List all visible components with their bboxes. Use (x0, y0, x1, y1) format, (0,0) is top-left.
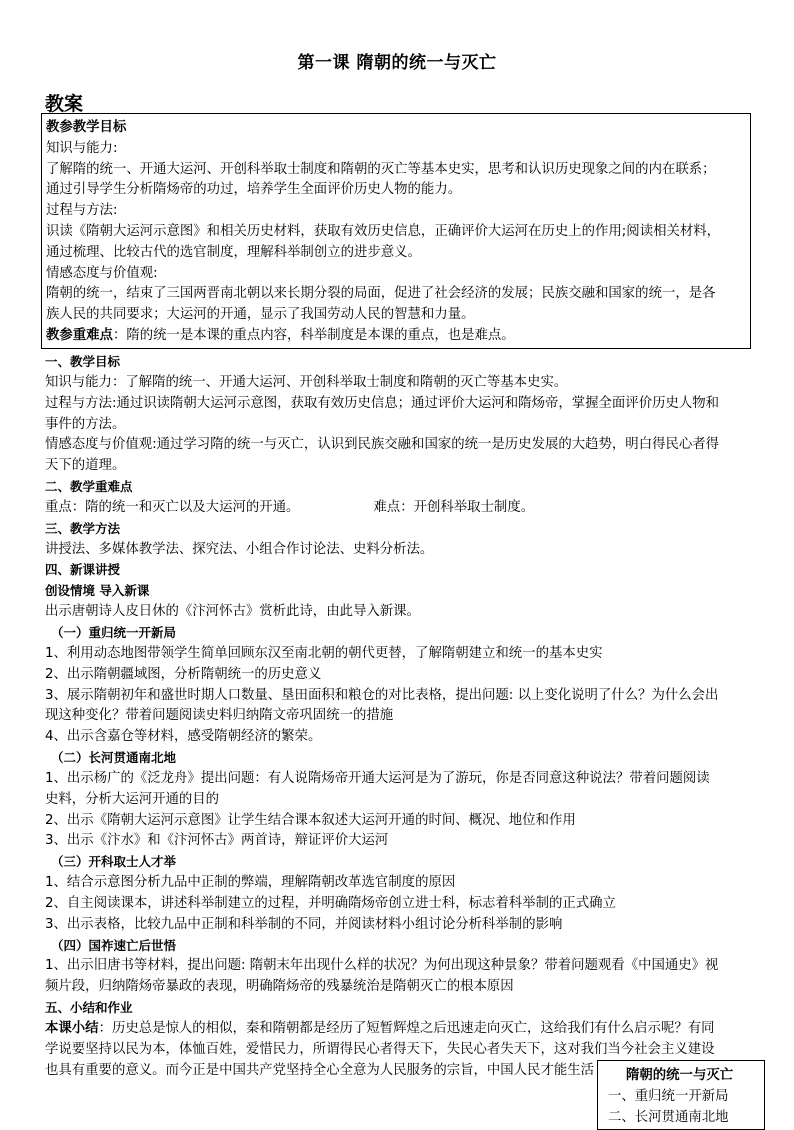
difficult-point: 难点：开创科举取士制度。 (373, 499, 535, 515)
section-teaching-methods: 三、教学方法 (45, 520, 121, 536)
text-line: 2、自主阅读课本，讲述科举制建立的过程，并明确隋炀帝创立进士科，标志着科举制的正式确立 (45, 895, 616, 911)
text-line: 出示唐朝诗人皮日休的《汴河怀古》赏析此诗，由此导入新课。 (45, 604, 420, 620)
board-item: 二、长河贯通南北地 (608, 1110, 729, 1125)
lesson-body (45, 352, 757, 1082)
section-summary-homework: 五、小结和作业 (45, 1000, 133, 1016)
text-line: 知识与能力：了解隋的统一、开通大运河、开创科举取士制度和隋朝的灭亡等基本史实。 (45, 374, 568, 390)
summary-line (45, 1019, 757, 1040)
section-new-lesson: 四、新课讲授 (45, 562, 121, 578)
text-line: 频片段，归纳隋炀帝暴政的表现，明确隋炀帝的残暴统治是隋朝灭亡的根本原因 (45, 979, 514, 995)
section-teaching-goals: 一、教学目标 (45, 354, 121, 369)
text-line: 2、出示隋朝疆域图，分析隋朝统一的历史意义 (45, 666, 322, 682)
section-key-points: 二、教学重难点 (45, 479, 133, 495)
blackboard-outline-box (597, 1060, 765, 1130)
text-line: 学说要坚持以民为本，体恤百姓，爱惜民力，所谓得民心者得天下，失民心者失天下，这对我们当今社会主义建设 (45, 1041, 715, 1057)
board-title: 隋朝的统一与灭亡 (626, 1068, 734, 1083)
document-title: 第一课 隋朝的统一与灭亡 (297, 53, 497, 73)
text-line: 3、出示《汴水》和《汴河怀古》两首诗，辩证评价大运河 (45, 833, 389, 849)
keypoint-text: ：隋的统一是本课的重点内容，科举制度是本课的重点，也是难点。 (112, 327, 515, 343)
text-line: 1、利用动态地图带领学生简单回顾东汉至南北朝的朝代更替，了解隋朝建立和统一的基本史实 (45, 645, 603, 661)
text-line: 情感态度与价值观:通过学习隋的统一与灭亡，认识到民族交融和国家的统一是历史发展的大趋势，明白得民心者得 (45, 437, 720, 453)
knowledge-line: 了解隋的统一、开通大运河、开创科举取士制度和隋朝的灭亡等基本史实，思考和认识历史现象之间的内在联系； (46, 161, 716, 177)
text-line: 3、展示隋朝初年和盛世时期人口数量、垦田面积和粮仓的对比表格，提出问题: 以上变化说明了什么？为什么会出 (45, 687, 719, 703)
intro-heading: 创设情境 导入新课 (45, 583, 150, 599)
text-line: 2、出示《隋朝大运河示意图》让学生结合课本叙述大运河开通的时间、概况、地位和作用 (45, 812, 576, 828)
keypoint-line (46, 326, 746, 347)
part-four-heading: （四）国祚速亡后世悟 (51, 937, 177, 953)
knowledge-label: 知识与能力: (46, 140, 118, 156)
knowledge-line: 通过引导学生分析隋炀帝的功过，培养学生全面评价历史人物的能力。 (46, 182, 462, 198)
key-point: 重点：隋的统一和灭亡以及大运河的开通。 (45, 499, 300, 515)
summary-label: 本课小结 (45, 1021, 99, 1036)
keypoint-label: 教参重难点 (46, 327, 113, 343)
text-line: 史料，分析大运河开通的目的 (45, 791, 220, 807)
board-item: 一、重归统一开新局 (608, 1089, 729, 1104)
reference-goals-box (41, 113, 751, 349)
process-line: 通过梳理、比较古代的选官制度，理解科举制创立的进步意义。 (46, 244, 421, 260)
summary-text: ：历史总是惊人的相似，秦和隋朝都是经历了短暂辉煌之后迅速走向灭亡，这给我们有什么启示呢？有同 (98, 1021, 715, 1036)
text-line: 现这种变化？带着问题阅读史料归纳隋文帝巩固统一的措施 (45, 708, 394, 724)
part-three-heading: （三）开科取士人才举 (51, 854, 177, 870)
text-line: 过程与方法:通过识读隋朝大运河示意图，获取有效历史信息；通过评价大运河和隋炀帝，掌握全面评价历史人物和 (45, 395, 720, 411)
text-line: 事件的方法。 (45, 416, 126, 432)
emotion-line: 隋朝的统一，结束了三国两晋南北朝以来长期分裂的局面，促进了社会经济的发展；民族交融和国家的统一，是各 (46, 286, 716, 302)
text-line: 1、结合示意图分析九品中正制的弊端，理解隋朝改革选官制度的原因 (45, 875, 456, 891)
emotion-line: 族人民的共同要求；大运河的开通，显示了我国劳动人民的智慧和力量。 (46, 307, 475, 323)
part-two-heading: （二）长河贯通南北地 (51, 750, 177, 766)
process-line: 识读《隋朝大运河示意图》和相关历史材料，获取有效历史信息，正确评价大运河在历史上的作用;阅读相关材料， (46, 223, 721, 239)
text-line: 1、出示杨广的《泛龙舟》提出问题：有人说隋炀帝开通大运河是为了游玩，你是否同意这种说法？带着问题阅读 (45, 770, 710, 786)
text-line: 1、出示旧唐书等材料，提出问题: 隋朝末年出现什么样的状况？为何出现这种景象？带着问题观看《中国通史》视 (45, 958, 719, 974)
text-line: 4、出示含嘉仓等材料，感受隋朝经济的繁荣。 (45, 729, 322, 745)
goals-heading: 教参教学目标 (46, 120, 127, 135)
key-difficult-points (45, 498, 757, 519)
text-line: 3、出示表格，比较九品中正制和科举制的不同，并阅读材料小组讨论分析科举制的影响 (45, 916, 563, 932)
text-line: 讲授法、多媒体教学法、探究法、小组合作讨论法、史料分析法。 (45, 541, 434, 557)
part-one-heading: （一）重归统一开新局 (51, 624, 177, 640)
process-label: 过程与方法: (46, 203, 118, 219)
emotion-label: 情感态度与价值观: (46, 265, 158, 281)
text-line: 也具有重要的意义。而今正是中国共产党坚持全心全意为人民服务的宗旨，中国人民才能生活 (45, 1062, 595, 1078)
lesson-plan-heading: 教案 (45, 93, 84, 115)
text-line: 天下的道理。 (45, 458, 126, 474)
